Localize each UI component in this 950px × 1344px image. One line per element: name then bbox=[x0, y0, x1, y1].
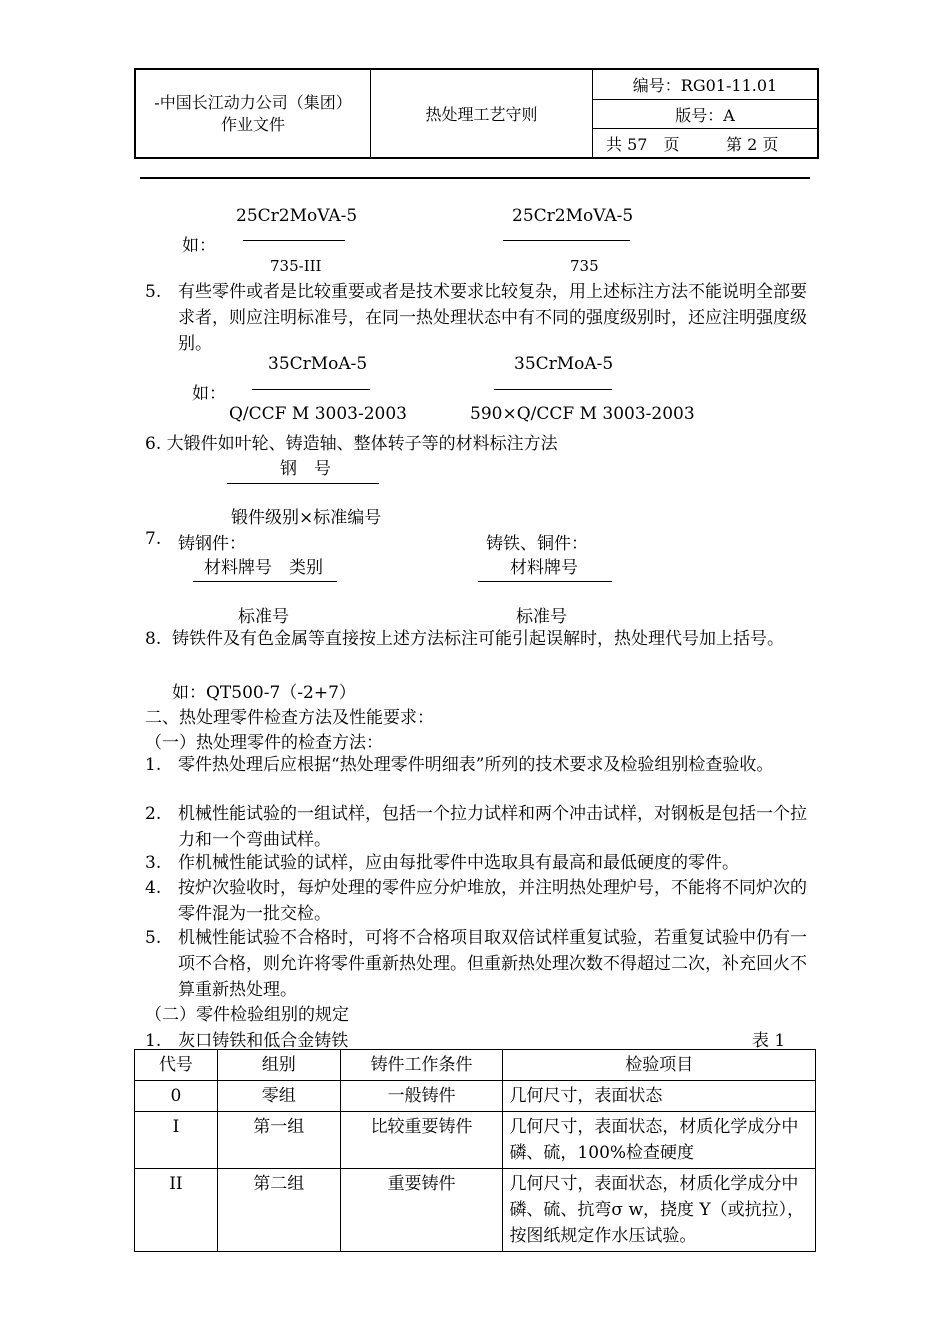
inspection-group-table bbox=[134, 1049, 816, 1252]
table-row bbox=[135, 1169, 816, 1252]
company-name bbox=[136, 70, 370, 157]
fraction-line bbox=[503, 240, 630, 241]
item-7-right-top: 材料牌号 bbox=[510, 558, 578, 578]
item-number: 5. bbox=[145, 282, 162, 302]
table-header-cell: 检验项目 bbox=[503, 1050, 816, 1081]
table-row bbox=[135, 1112, 816, 1169]
doc-version: 版号：A bbox=[675, 105, 735, 125]
check-item-5: 机械性能试验不合格时，可将不合格项目取双倍试样重复试验，若重复试验中仍有一项不合格，则允许将零件重新热处理。但重新热处理次数不得超过二次，补充回火不算重新热处理。 bbox=[178, 928, 807, 1000]
fraction-line bbox=[478, 581, 612, 582]
header-rule bbox=[140, 177, 810, 179]
section-2-title: 二、热处理零件检查方法及性能要求： bbox=[145, 708, 434, 728]
example-1-right-top: 25Cr2MoVA-5 bbox=[512, 206, 634, 226]
table-1-label: 表 1 bbox=[752, 1031, 786, 1051]
company-line-1: -中国长江动力公司（集团） bbox=[154, 92, 352, 112]
table-cell-condition: 一般铸件 bbox=[340, 1081, 503, 1112]
example-2-left-top: 35CrMoA-5 bbox=[268, 354, 368, 374]
item-7-left-label: 铸钢件： bbox=[178, 534, 246, 554]
subsection-2-title: （二）零件检验组别的规定 bbox=[145, 1005, 349, 1025]
item-8-example: 如：QT500-7（-2+7） bbox=[172, 683, 356, 703]
table-cell-condition: 重要铸件 bbox=[340, 1169, 503, 1252]
doc-number: 编号：RG01-11.01 bbox=[632, 76, 778, 95]
table-cell-group: 零组 bbox=[217, 1081, 340, 1112]
table-cell-code: I bbox=[135, 1112, 218, 1169]
table-header-row bbox=[135, 1050, 816, 1081]
table-1-caption: 1. 灰口铸铁和低合金铸铁 bbox=[145, 1031, 349, 1051]
example-2-left-bottom: Q/CCF M 3003-2003 bbox=[229, 404, 407, 424]
table-cell-items: 几何尺寸，表面状态，材质化学成分中磷、硫、抗弯σ w，挠度 Y（或抗拉），按图纸规定作水压试验。 bbox=[503, 1169, 816, 1252]
table-cell-condition: 比较重要铸件 bbox=[340, 1112, 503, 1169]
table-cell-code: II bbox=[135, 1169, 218, 1252]
check-item-2: 机械性能试验的一组试样，包括一个拉力试样和两个冲击试样，对钢板是包括一个拉力和一个弯曲试样。 bbox=[178, 804, 807, 850]
fraction-line bbox=[252, 389, 370, 390]
table-header-cell: 组别 bbox=[217, 1050, 340, 1081]
item-5-text: 有些零件或者是比较重要或者是技术要求比较复杂，用上述标注方法不能说明全部要求者，则应注明标准号，在同一热处理状态中有不同的强度级别时，还应注明强度级别。 bbox=[178, 282, 807, 354]
company-line-2: 作业文件 bbox=[220, 114, 285, 134]
fraction-line bbox=[227, 483, 379, 484]
item-number: 1. bbox=[145, 755, 162, 775]
table-cell-items: 几何尺寸，表面状态，材质化学成分中磷、硫，100%检查硬度 bbox=[503, 1112, 816, 1169]
item-7-right-label: 铸铁、铜件： bbox=[486, 534, 588, 554]
item-number: 3. bbox=[145, 853, 162, 873]
item-7-left-top: 材料牌号 类别 bbox=[204, 558, 323, 578]
table-cell-code: 0 bbox=[135, 1081, 218, 1112]
example-2-right-bottom: 590×Q/CCF M 3003-2003 bbox=[470, 404, 695, 424]
table-header-cell: 铸件工作条件 bbox=[340, 1050, 503, 1081]
example-2-right-top: 35CrMoA-5 bbox=[514, 354, 614, 374]
example-3-bottom: 锻件级别×标准编号 bbox=[231, 508, 382, 528]
check-item-4: 按炉次验收时，每炉处理的零件应分炉堆放，并注明热处理炉号，不能将不同炉次的零件混为一批交检。 bbox=[178, 878, 807, 924]
fraction-line bbox=[494, 389, 612, 390]
check-item-3: 作机械性能试验的试样，应由每批零件中选取具有最高和最低硬度的零件。 bbox=[178, 853, 739, 873]
doc-title: 热处理工艺守则 bbox=[425, 105, 538, 124]
fraction-line bbox=[193, 581, 337, 582]
document-header bbox=[134, 68, 819, 159]
total-pages: 共 57 页 bbox=[606, 134, 680, 154]
page-number: 第 2 页 bbox=[726, 134, 779, 154]
item-number: 2. bbox=[145, 804, 162, 824]
item-7-left-bottom: 标准号 bbox=[238, 607, 289, 627]
fraction-line bbox=[243, 240, 345, 241]
item-7-right-bottom: 标准号 bbox=[516, 607, 567, 627]
item-number: 5. bbox=[145, 928, 162, 948]
example-1-left-bottom: 735-III bbox=[270, 257, 322, 275]
table-cell-group: 第一组 bbox=[217, 1112, 340, 1169]
example-1-label: 如： bbox=[182, 236, 216, 256]
table-cell-group: 第二组 bbox=[217, 1169, 340, 1252]
table-row bbox=[135, 1081, 816, 1112]
item-number: 4. bbox=[145, 878, 162, 898]
example-1-right-bottom: 735 bbox=[570, 257, 599, 275]
example-3-top: 钢 号 bbox=[280, 459, 331, 479]
table-header-cell: 代号 bbox=[135, 1050, 218, 1081]
item-8-text: 铸铁件及有色金属等直接按上述方法标注可能引起误解时，热处理代号加上括号。 bbox=[172, 629, 784, 649]
item-6-text: 6. 大锻件如叶轮、铸造轴、整体转子等的材料标注方法 bbox=[145, 434, 558, 454]
example-2-label: 如： bbox=[192, 384, 226, 404]
check-item-1: 零件热处理后应根据“热处理零件明细表”所列的技术要求及检验组别检查验收。 bbox=[178, 755, 774, 775]
item-number: 7. bbox=[145, 529, 162, 549]
table-cell-items: 几何尺寸，表面状态 bbox=[503, 1081, 816, 1112]
item-number: 8. bbox=[145, 629, 162, 649]
example-1-left-top: 25Cr2MoVA-5 bbox=[236, 206, 358, 226]
subsection-1-title: （一）热处理零件的检查方法： bbox=[145, 733, 383, 753]
